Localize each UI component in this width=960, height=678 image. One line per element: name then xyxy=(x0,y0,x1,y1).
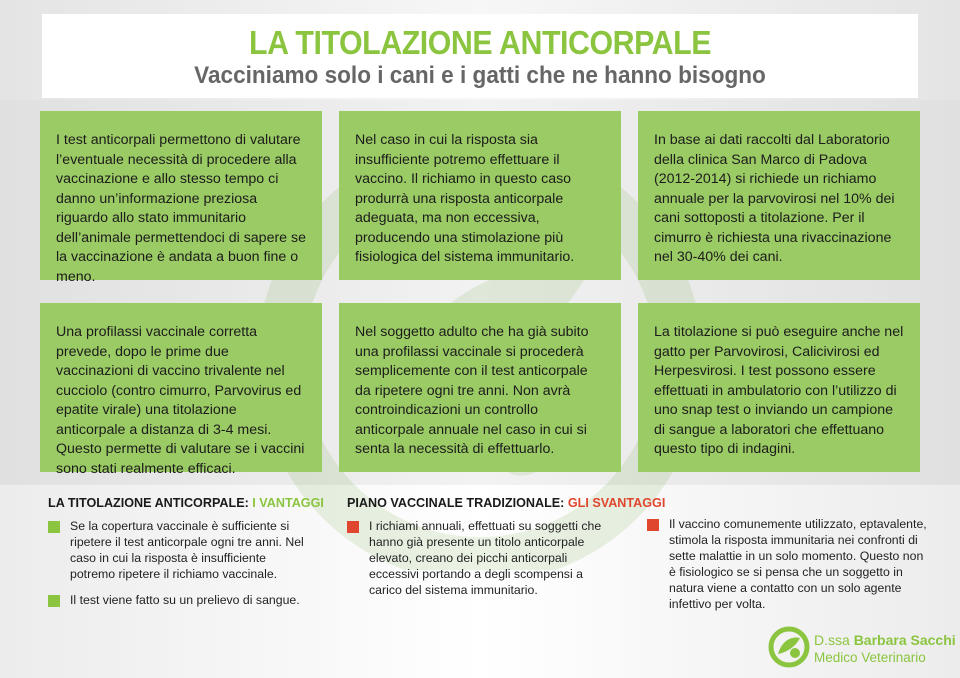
info-card xyxy=(339,303,621,472)
disadvantages-heading xyxy=(347,496,666,510)
list-item xyxy=(48,518,308,582)
list-item-text: Il vaccino comunemente utilizzato, eptavalente, stimola la risposta immunitaria nei confronti di sette malattie in un solo momento. Questo non è fisiologico se si pensa che un soggetto in natura viene a contatto con un solo agente infettivo per volta. xyxy=(669,517,927,611)
info-card xyxy=(638,303,920,472)
green-square-bullet-icon xyxy=(48,595,60,607)
signature-prefix: D.ssa xyxy=(814,632,850,648)
green-square-bullet-icon xyxy=(48,521,60,533)
signature xyxy=(768,626,956,670)
info-card-text: Una profilassi vaccinale corretta prevede, dopo le prime due vaccinazioni di vaccino trivalente nel cucciolo (contro cimurro, Parvovirus ed epatite virale) una titolazione anticorpale a distanza di 3-4 mesi. Questo permette di valutare se i vaccini sono stati realmente efficaci. xyxy=(56,324,305,477)
list-item xyxy=(647,516,927,612)
disadvantages-heading-prefix: PIANO VACCINALE TRADIZIONALE: xyxy=(347,496,565,510)
info-card-text: La titolazione si può eseguire anche nel gatto per Parvovirosi, Calicivirosi ed Herpesvirosi. I test possono essere effettuati in ambulatorio con l’utilizzo di uno snap test o inviando un campione di sangue a laboratori che effettuano questo tipo di indagini. xyxy=(654,324,904,457)
info-card xyxy=(40,303,322,477)
signature-full-name: Barbara Sacchi xyxy=(853,632,956,648)
page-title: LA TITOLAZIONE ANTICORPALE xyxy=(249,24,711,61)
list-item-text: Il test viene fatto su un prelievo di sangue. xyxy=(70,593,300,607)
info-card-text: Nel soggetto adulto che ha già subito una profilassi vaccinale si procederà semplicemente con il test anticorpale da ripetere ogni tre anni. Non avrà controindicazioni un controllo anticorpale annuale nel caso in cui si senta la necessità di effettuarlo. xyxy=(355,324,589,457)
advantages-heading-highlight: I VANTAGGI xyxy=(252,496,324,510)
red-square-bullet-icon xyxy=(647,519,659,531)
page-subtitle: Vacciniamo solo i cani e i gatti che ne hanno bisogno xyxy=(194,62,766,89)
info-card-text: I test anticorpali permettono di valutare l’eventuale necessità di procedere alla vaccinazione e allo stesso tempo ci danno un’informazione preziosa riguardo allo stato immunitario dell’animale permettendoci di sapere se la vaccinazione è andata a buon fine o meno. xyxy=(56,132,306,285)
info-card xyxy=(638,111,920,280)
disadvantages-section-continued xyxy=(647,516,927,612)
info-card-text: In base ai dati raccolti dal Laboratorio della clinica San Marco di Padova (2012-2014) si richiede un richiamo annuale per la parvovirosi nel 10% dei cani sottoposti a titolazione. Per il cimurro è richiesta una rivaccinazione nel 30-40% dei cani. xyxy=(654,132,895,265)
info-card xyxy=(40,111,322,285)
veterinary-logo-icon xyxy=(768,626,810,668)
info-card xyxy=(339,111,621,280)
list-item-text: Se la copertura vaccinale è sufficiente si ripetere il test anticorpale ogni tre anni. Nel caso in cui la risposta è insufficiente potremo ripetere il richiamo vaccinale. xyxy=(70,519,304,581)
list-item-text: I richiami annuali, effettuati su soggetti che hanno già presente un titolo anticorpale elevato, creano dei picchi anticorpali eccessivi portando a degli scompensi a carico del sistema immunitario. xyxy=(369,519,602,597)
info-card-text: Nel caso in cui la risposta sia insufficiente potremo effettuare il vaccino. Il richiamo in questo caso produrrà una risposta anticorpale adeguata, ma non eccessiva, producendo una stimolazione più fisiologica del sistema immunitario. xyxy=(355,132,575,265)
red-square-bullet-icon xyxy=(347,521,359,533)
advantages-heading xyxy=(48,496,324,510)
disadvantages-heading-highlight: GLI SVANTAGGI xyxy=(567,496,666,510)
list-item xyxy=(347,518,609,598)
header xyxy=(42,14,918,98)
signature-role: Medico Veterinario xyxy=(814,650,926,665)
advantages-section xyxy=(48,496,324,608)
disadvantages-section xyxy=(347,496,666,598)
signature-name xyxy=(814,632,956,648)
advantages-heading-prefix: LA TITOLAZIONE ANTICORPALE: xyxy=(48,496,249,510)
list-item xyxy=(48,592,308,608)
